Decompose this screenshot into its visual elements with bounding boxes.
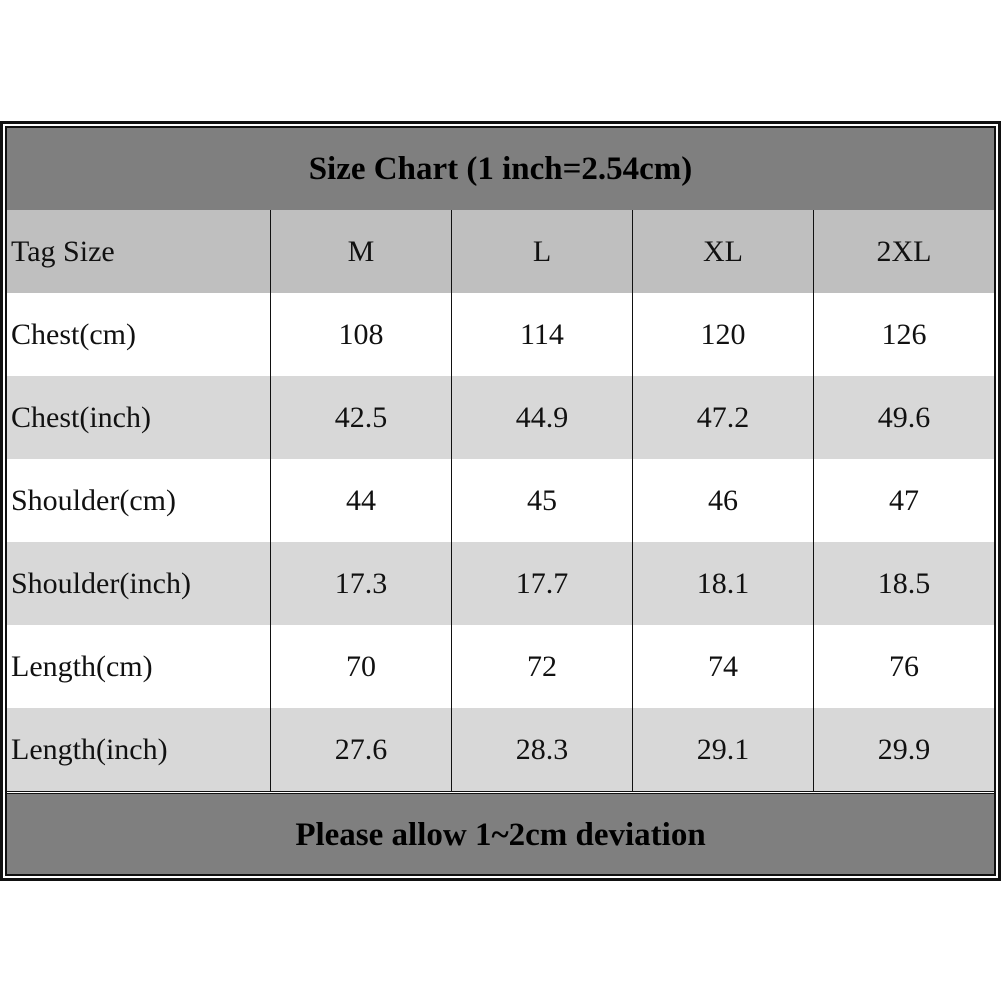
table-row [7, 293, 994, 377]
table-cell: 126 [881, 317, 927, 351]
row-label: Chest(inch) [7, 376, 271, 459]
table-cell: 18.1 [633, 542, 814, 625]
table-row [7, 625, 994, 709]
table-cell: 72 [452, 625, 633, 708]
size-2xl-header: 2XL [876, 234, 932, 268]
table-row [7, 376, 994, 460]
table-row [7, 459, 994, 543]
table-cell: 76 [889, 649, 919, 683]
table-cell: 44.9 [452, 376, 633, 459]
table-cell: 42.5 [271, 376, 452, 459]
table-row [7, 708, 994, 792]
table-cell: 45 [452, 459, 633, 542]
table-cell: 17.3 [271, 542, 452, 625]
table-cell: 74 [633, 625, 814, 708]
row-label: Shoulder(inch) [7, 542, 271, 625]
size-chart-frame [5, 126, 996, 876]
table-cell: 70 [271, 625, 452, 708]
size-chart [0, 121, 1001, 881]
table-cell: 108 [271, 293, 452, 376]
table-cell: 27.6 [271, 708, 452, 791]
table-row [7, 542, 994, 626]
deviation-note: Please allow 1~2cm deviation [7, 793, 994, 876]
size-l-header: L [452, 210, 633, 293]
size-xl-header: XL [633, 210, 814, 293]
table-cell: 17.7 [452, 542, 633, 625]
row-label: Length(inch) [7, 708, 271, 791]
table-cell: 46 [633, 459, 814, 542]
table-cell: 114 [452, 293, 633, 376]
table-cell: 47 [889, 483, 919, 517]
table-cell: 28.3 [452, 708, 633, 791]
chart-title: Size Chart (1 inch=2.54cm) [7, 128, 994, 211]
table-cell: 29.1 [633, 708, 814, 791]
table-header-row [7, 210, 994, 294]
size-m-header: M [271, 210, 452, 293]
table-cell: 29.9 [877, 732, 931, 766]
row-label: Shoulder(cm) [7, 459, 271, 542]
table-cell: 18.5 [877, 566, 931, 600]
table-cell: 44 [271, 459, 452, 542]
tag-size-header: Tag Size [7, 210, 271, 293]
table-cell: 120 [633, 293, 814, 376]
row-label: Chest(cm) [7, 293, 271, 376]
table-cell: 49.6 [877, 400, 931, 434]
size-table [7, 210, 994, 793]
row-label: Length(cm) [7, 625, 271, 708]
table-cell: 47.2 [633, 376, 814, 459]
